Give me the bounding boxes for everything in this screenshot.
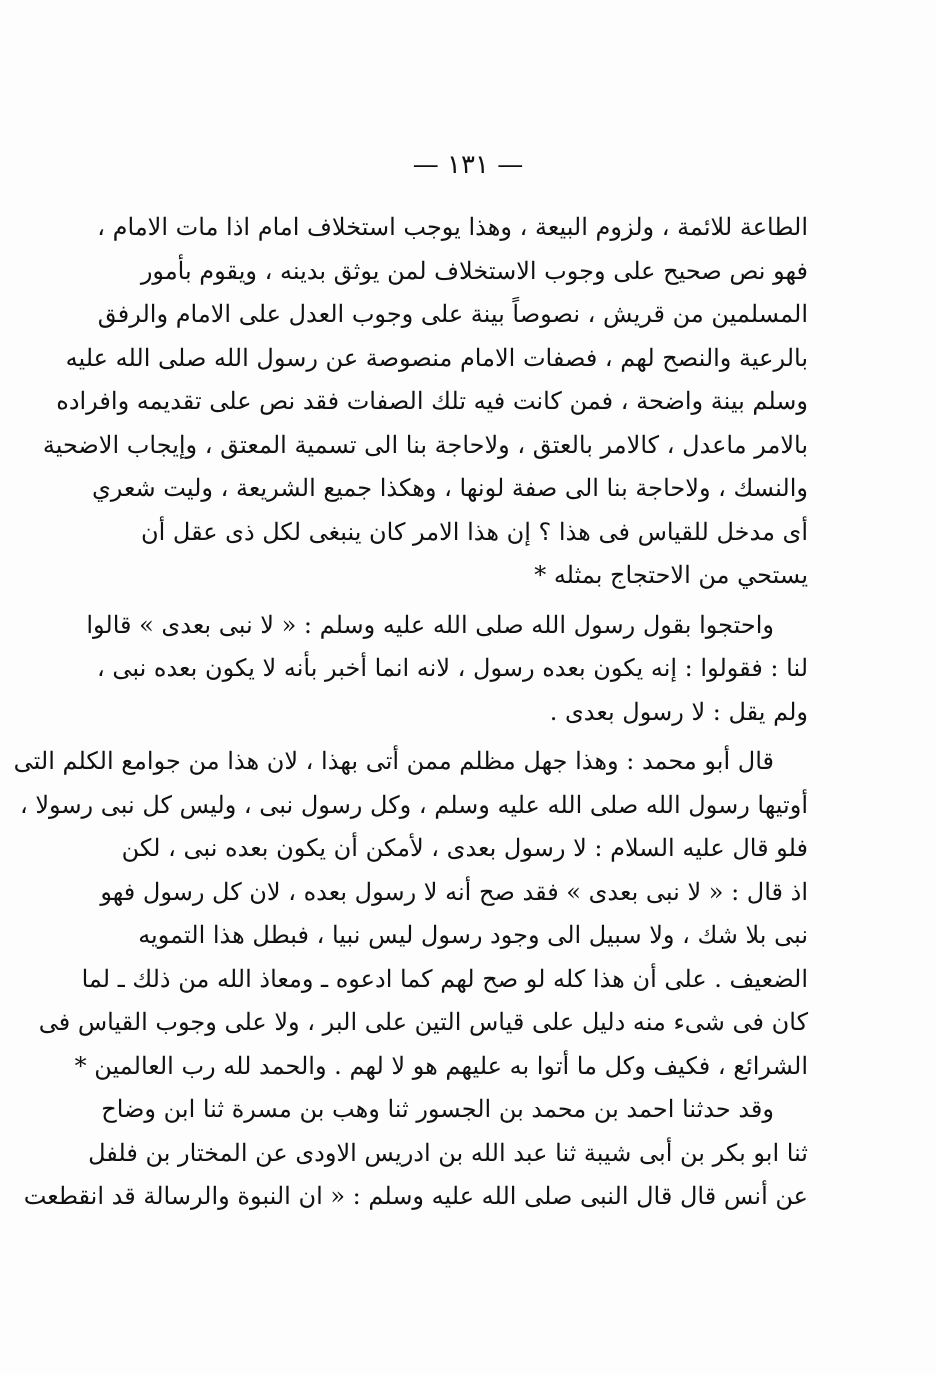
text-line: الشرائع ، فكيف وكل ما أتوا به عليهم هو لا لهم . والحمد لله رب العالمين * [74,1051,808,1080]
text-line: واحتجوا بقول رسول الله صلى الله عليه وسلم : « لا نبى بعدى » قالوا [86,610,774,639]
text-line: أى مدخل للقياس فى هذا ؟ إن هذا الامر كان ينبغى لكل ذى عقل أن [140,517,808,546]
text-line: يستحي من الاحتجاج بمثله * [534,561,808,589]
text-line: كان فى شىء منه دليل على قياس التين على البر ، ولا على وجوب القياس فى [38,1008,808,1036]
text-line: فهو نص صحيح على وجوب الاستخلاف لمن يوثق بدينه ، ويقوم بأمور [140,256,808,285]
text-line: بالامر ماعدل ، كالامر بالعتق ، ولاحاجة بنا الى تسمية المعتق ، وإيجاب الاضحية [42,430,808,459]
text-line: والنسك ، ولاحاجة بنا الى صفة لونها ، وهكذا جميع الشريعة ، وليت شعري [91,474,808,502]
text-line: اذ قال : « لا نبى بعدى » فقد صح أنه لا رسول بعده ، لان كل رسول فهو [100,877,808,906]
text-line: لنا : فقولوا : إنه يكون بعده رسول ، لانه انما أخبر بأنه لا يكون بعده نبى ، [96,654,808,682]
text-line: الطاعة للائمة ، ولزوم البيعة ، وهذا يوجب استخلاف امام اذا مات الامام ، [97,213,808,241]
text-line: نبى بلا شك ، ولا سبيل الى وجود رسول ليس نبيا ، فبطل هذا التمويه [138,921,808,949]
text-line: قال أبو محمد : وهذا جهل مظلم ممن أتى بهذا ، لان هذا من جوامع الكلم التى [13,747,774,775]
body-text [13,206,808,1219]
text-line: وسلم بينة واضحة ، فمن كانت فيه تلك الصفات فقد نص على تقديمه وافراده [56,387,808,415]
text-line: ولم يقل : لا رسول بعدى . [549,697,808,726]
text-line: الضعيف . على أن هذا كله لو صح لهم كما ادعوه ـ ومعاذ الله من ذلك ـ لما [81,964,808,993]
text-line: فلو قال عليه السلام : لا رسول بعدى ، لأمكن أن يكون بعده نبى ، لكن [121,834,808,862]
text-line: ثنا ابو بكر بن أبى شيبة ثنا عبد الله بن ادريس الاودى عن المختار بن فلفل [88,1138,808,1167]
text-line: بالرعية والنصح لهم ، فصفات الامام منصوصة عن رسول الله صلى الله عليه [65,343,808,372]
text-line: المسلمين من قريش ، نصوصاً بينة على وجوب العدل على الامام والرفق [97,300,808,328]
text-line: وقد حدثنا احمد بن محمد بن الجسور ثنا وهب بن مسرة ثنا ابن وضاح [101,1095,774,1123]
text-line: عن أنس قال قال النبى صلى الله عليه وسلم : « ان النبوة والرسالة قد انقطعت [23,1182,808,1210]
text-line: أوتيها رسول الله صلى الله عليه وسلم ، وكل رسول نبى ، وليس كل نبى رسولا ، [19,790,808,819]
page-number: — ١٣١ — [412,150,524,180]
